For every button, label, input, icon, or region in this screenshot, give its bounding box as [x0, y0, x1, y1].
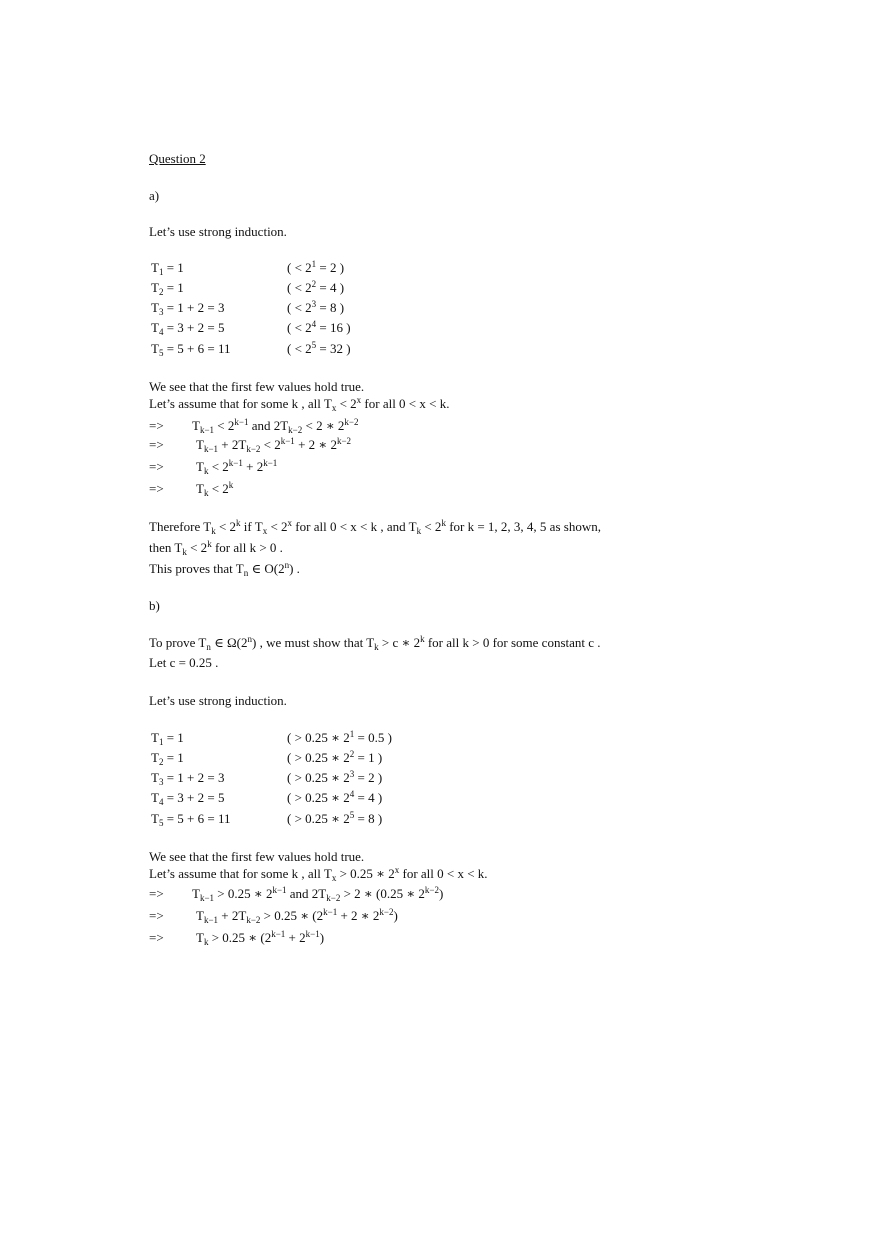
part-a-assumption: Let’s assume that for some k , all $T_x < 2^x$ for all 0 < x < k.	[149, 395, 450, 413]
base-case-lhs: $T_5 = 5 + 6 = 11$	[151, 341, 231, 358]
base-case-bound: ( > 0.25 ∗ $2^2 = 1$ )	[287, 749, 383, 765]
part-a-label: a)	[149, 188, 160, 203]
base-case-lhs: $T_2 = 1$	[151, 280, 184, 297]
implies-arrow: =>	[149, 481, 164, 496]
part-a-step-2: $T_{k-1} + 2T_{k-2} < 2^{k-1} + 2$ ∗ $2^{k-2}$	[196, 436, 352, 454]
part-b-label: b)	[149, 598, 160, 613]
implies-arrow: =>	[149, 908, 164, 923]
part-a-conclusion-3: This proves that $T_n$ ∈ O(2$^n$) .	[149, 560, 300, 578]
base-case-lhs: $T_3 = 1 + 2 = 3$	[151, 300, 225, 317]
part-a-intro: Let’s use strong induction.	[149, 224, 287, 239]
base-case-bound: ( < $2^5 = 32$ )	[287, 340, 351, 356]
part-b-step-3: $T_k > 0.25$ ∗ $(2^{k-1} + 2^{k-1})$	[196, 929, 325, 947]
implies-arrow: =>	[149, 459, 164, 474]
part-b-goal: To prove $T_n$ ∈ Ω(2$^n$) , we must show that $T_k > c$ ∗ 2$^k$ for all k > 0 for some constant c .	[149, 634, 601, 652]
implies-arrow: =>	[149, 418, 164, 433]
base-case-lhs: $T_3 = 1 + 2 = 3$	[151, 770, 225, 787]
part-b-step-2: $T_{k-1} + 2T_{k-2} > 0.25$ ∗ ($2^{k-1} + 2$ ∗ $2^{k-2}$)	[196, 907, 398, 925]
part-b-intro: Let’s use strong induction.	[149, 693, 287, 708]
base-case-bound: ( > 0.25 ∗ $2^5 = 8$ )	[287, 810, 383, 826]
part-b-assumption: Let’s assume that for some k , all $T_x > 0.25$ ∗ 2$^x$ for all 0 < x < k.	[149, 865, 488, 883]
part-a-step-3: $T_k < 2^{k-1} + 2^{k-1}$	[196, 458, 278, 476]
base-case-lhs: $T_4 = 3 + 2 = 5$	[151, 790, 225, 807]
base-case-lhs: $T_2 = 1$	[151, 750, 184, 767]
base-case-bound: ( > 0.25 ∗ $2^1 = 0.5$ )	[287, 729, 392, 745]
part-a-conclusion-2: then $T_k < 2^k$ for all k > 0 .	[149, 539, 283, 557]
question-heading: Question 2	[149, 151, 206, 166]
part-b-constant: Let c = 0.25 .	[149, 655, 219, 670]
part-b-hold-text: We see that the first few values hold true.	[149, 849, 365, 864]
base-case-bound: ( < $2^1 = 2$ )	[287, 259, 345, 275]
part-a-step-1: $T_{k-1} < 2^{k-1}$ and $2T_{k-2} < 2$ ∗ $2^{k-2}$	[192, 417, 359, 435]
part-a-step-4: $T_k < 2^k$	[196, 480, 234, 498]
part-a-conclusion-1: Therefore $T_k < 2^k$ if $T_x < 2^x$ for all 0 < x < k , and $T_k < 2^k$ for k = 1, 2, 3, 4, 5 as shown,	[149, 518, 601, 536]
part-b-step-1: $T_{k-1} > 0.25$ ∗ $2^{k-1}$ and $2T_{k-2} > 2$ ∗ (0.25 ∗ $2^{k-2}$)	[192, 885, 444, 903]
base-case-bound: ( > 0.25 ∗ $2^3 = 2$ )	[287, 769, 383, 785]
implies-arrow: =>	[149, 930, 164, 945]
base-case-bound: ( < $2^3 = 8$ )	[287, 299, 345, 315]
part-a-hold-text: We see that the first few values hold true.	[149, 379, 365, 394]
base-case-bound: ( > 0.25 ∗ $2^4 = 4$ )	[287, 789, 383, 805]
base-case-lhs: $T_1 = 1$	[151, 260, 184, 277]
base-case-bound: ( < $2^2 = 4$ )	[287, 279, 345, 295]
base-case-lhs: $T_5 = 5 + 6 = 11$	[151, 811, 231, 828]
base-case-lhs: $T_4 = 3 + 2 = 5$	[151, 320, 225, 337]
implies-arrow: =>	[149, 437, 164, 452]
base-case-lhs: $T_1 = 1$	[151, 730, 184, 747]
implies-arrow: =>	[149, 886, 164, 901]
base-case-bound: ( < $2^4 = 16$ )	[287, 319, 351, 335]
